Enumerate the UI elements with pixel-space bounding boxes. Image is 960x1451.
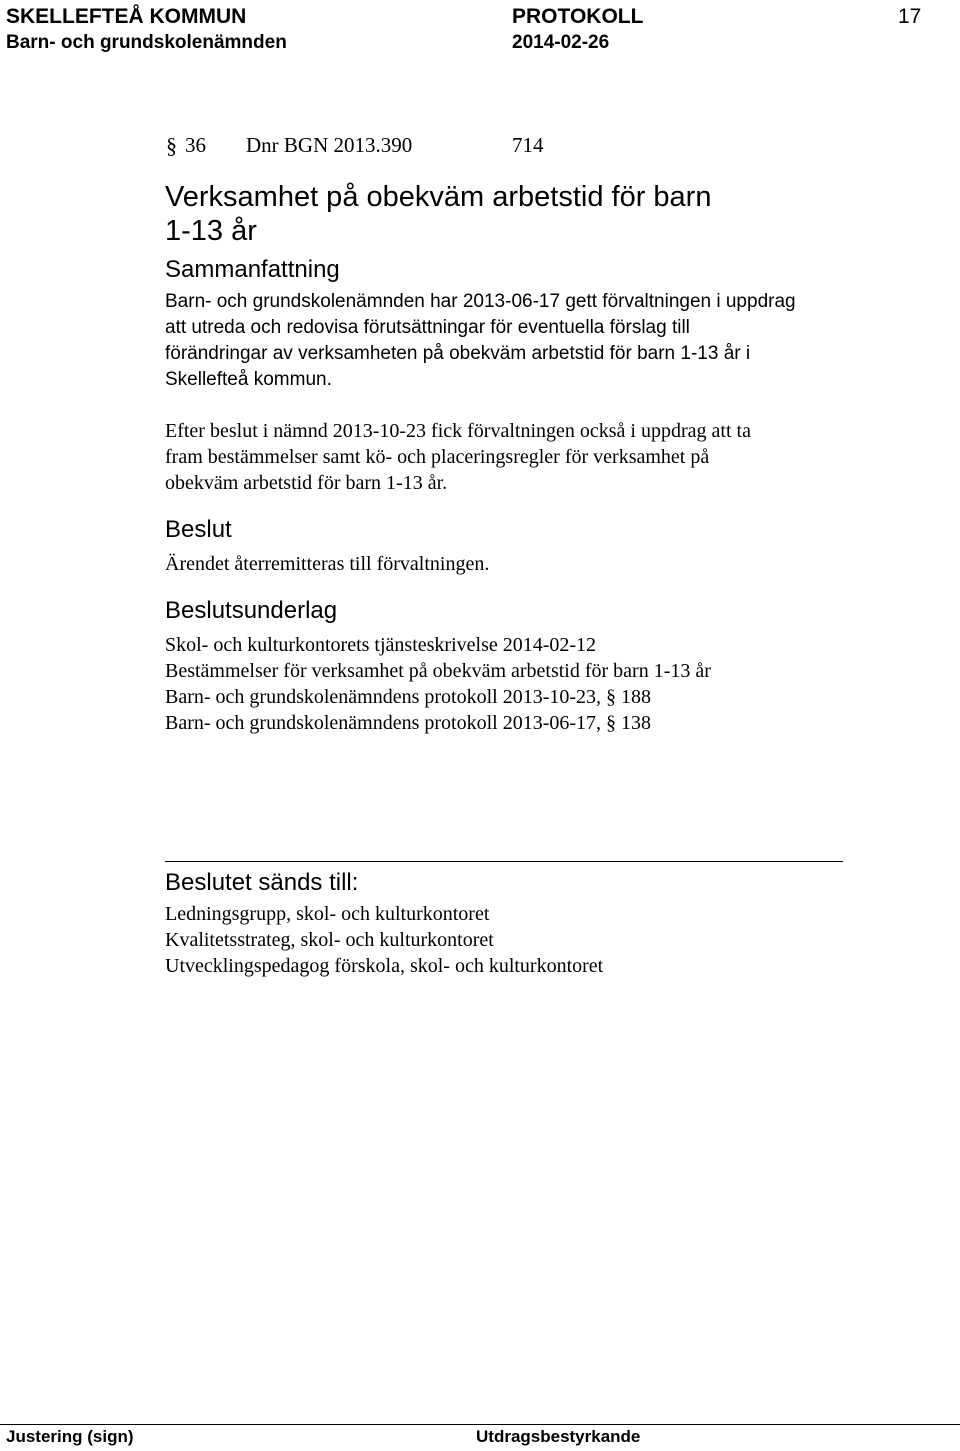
committee-name: Barn- och grundskolenämnden	[6, 32, 287, 53]
recipient-item: Kvalitetsstrateg, skol- och kulturkontoret	[165, 929, 494, 951]
basis-item: Skol- och kulturkontorets tjänsteskrivelse 2014-02-12	[165, 634, 597, 656]
summary-heading: Sammanfattning	[165, 256, 340, 283]
summary-line: att utreda och redovisa förutsättningar för eventuella förslag till	[165, 317, 690, 338]
recipients-list	[165, 901, 603, 979]
summary-paragraph	[165, 289, 796, 393]
basis-item: Barn- och grundskolenämndens protokoll 2013-06-17, § 138	[165, 712, 652, 734]
basis-heading: Beslutsunderlag	[165, 597, 338, 624]
footer-justering: Justering (sign)	[6, 1427, 134, 1446]
assignment-line: fram bestämmelser samt kö- och placeringsregler för verksamhet på	[165, 446, 710, 468]
title-line: 1-13 år	[165, 215, 257, 247]
recipient-item: Ledningsgrupp, skol- och kulturkontoret	[165, 903, 490, 925]
recipient-item: Utvecklingspedagog förskola, skol- och kulturkontoret	[165, 955, 604, 977]
summary-line: Barn- och grundskolenämnden har 2013-06-17 gett förvaltningen i uppdrag	[165, 291, 796, 312]
summary-line: förändringar av verksamheten på obekväm arbetstid för barn 1-13 år i	[165, 343, 751, 364]
decision-text: Ärendet återremitteras till förvaltningen.	[165, 553, 490, 575]
recipients-heading: Beslutet sänds till:	[165, 869, 359, 896]
basis-item: Barn- och grundskolenämndens protokoll 2013-10-23, § 188	[165, 686, 652, 708]
municipality-name: SKELLEFTEÅ KOMMUN	[6, 5, 247, 28]
basis-list	[165, 632, 711, 736]
document-type: PROTOKOLL	[512, 5, 644, 28]
summary-line: Skellefteå kommun.	[165, 369, 332, 390]
page-title	[165, 180, 711, 248]
paragraph-symbol: §	[166, 133, 177, 158]
footer-utdrag: Utdragsbestyrkande	[476, 1427, 641, 1446]
assignment-line: Efter beslut i nämnd 2013-10-23 fick förvaltningen också i uppdrag att ta	[165, 420, 751, 442]
assignment-paragraph	[165, 418, 751, 496]
page-number: 17	[898, 5, 922, 28]
diary-number: Dnr BGN 2013.390	[246, 133, 413, 157]
footer-rule	[0, 1424, 960, 1425]
assignment-line: obekväm arbetstid för barn 1-13 år.	[165, 472, 448, 494]
title-line: Verksamhet på obekväm arbetstid för barn	[165, 181, 712, 213]
basis-item: Bestämmelser för verksamhet på obekväm arbetstid för barn 1-13 år	[165, 660, 711, 682]
decision-heading: Beslut	[165, 516, 232, 543]
section-divider	[165, 861, 843, 862]
archive-code: 714	[512, 133, 544, 157]
paragraph-number: 36	[185, 133, 206, 157]
meeting-date: 2014-02-26	[512, 32, 610, 53]
